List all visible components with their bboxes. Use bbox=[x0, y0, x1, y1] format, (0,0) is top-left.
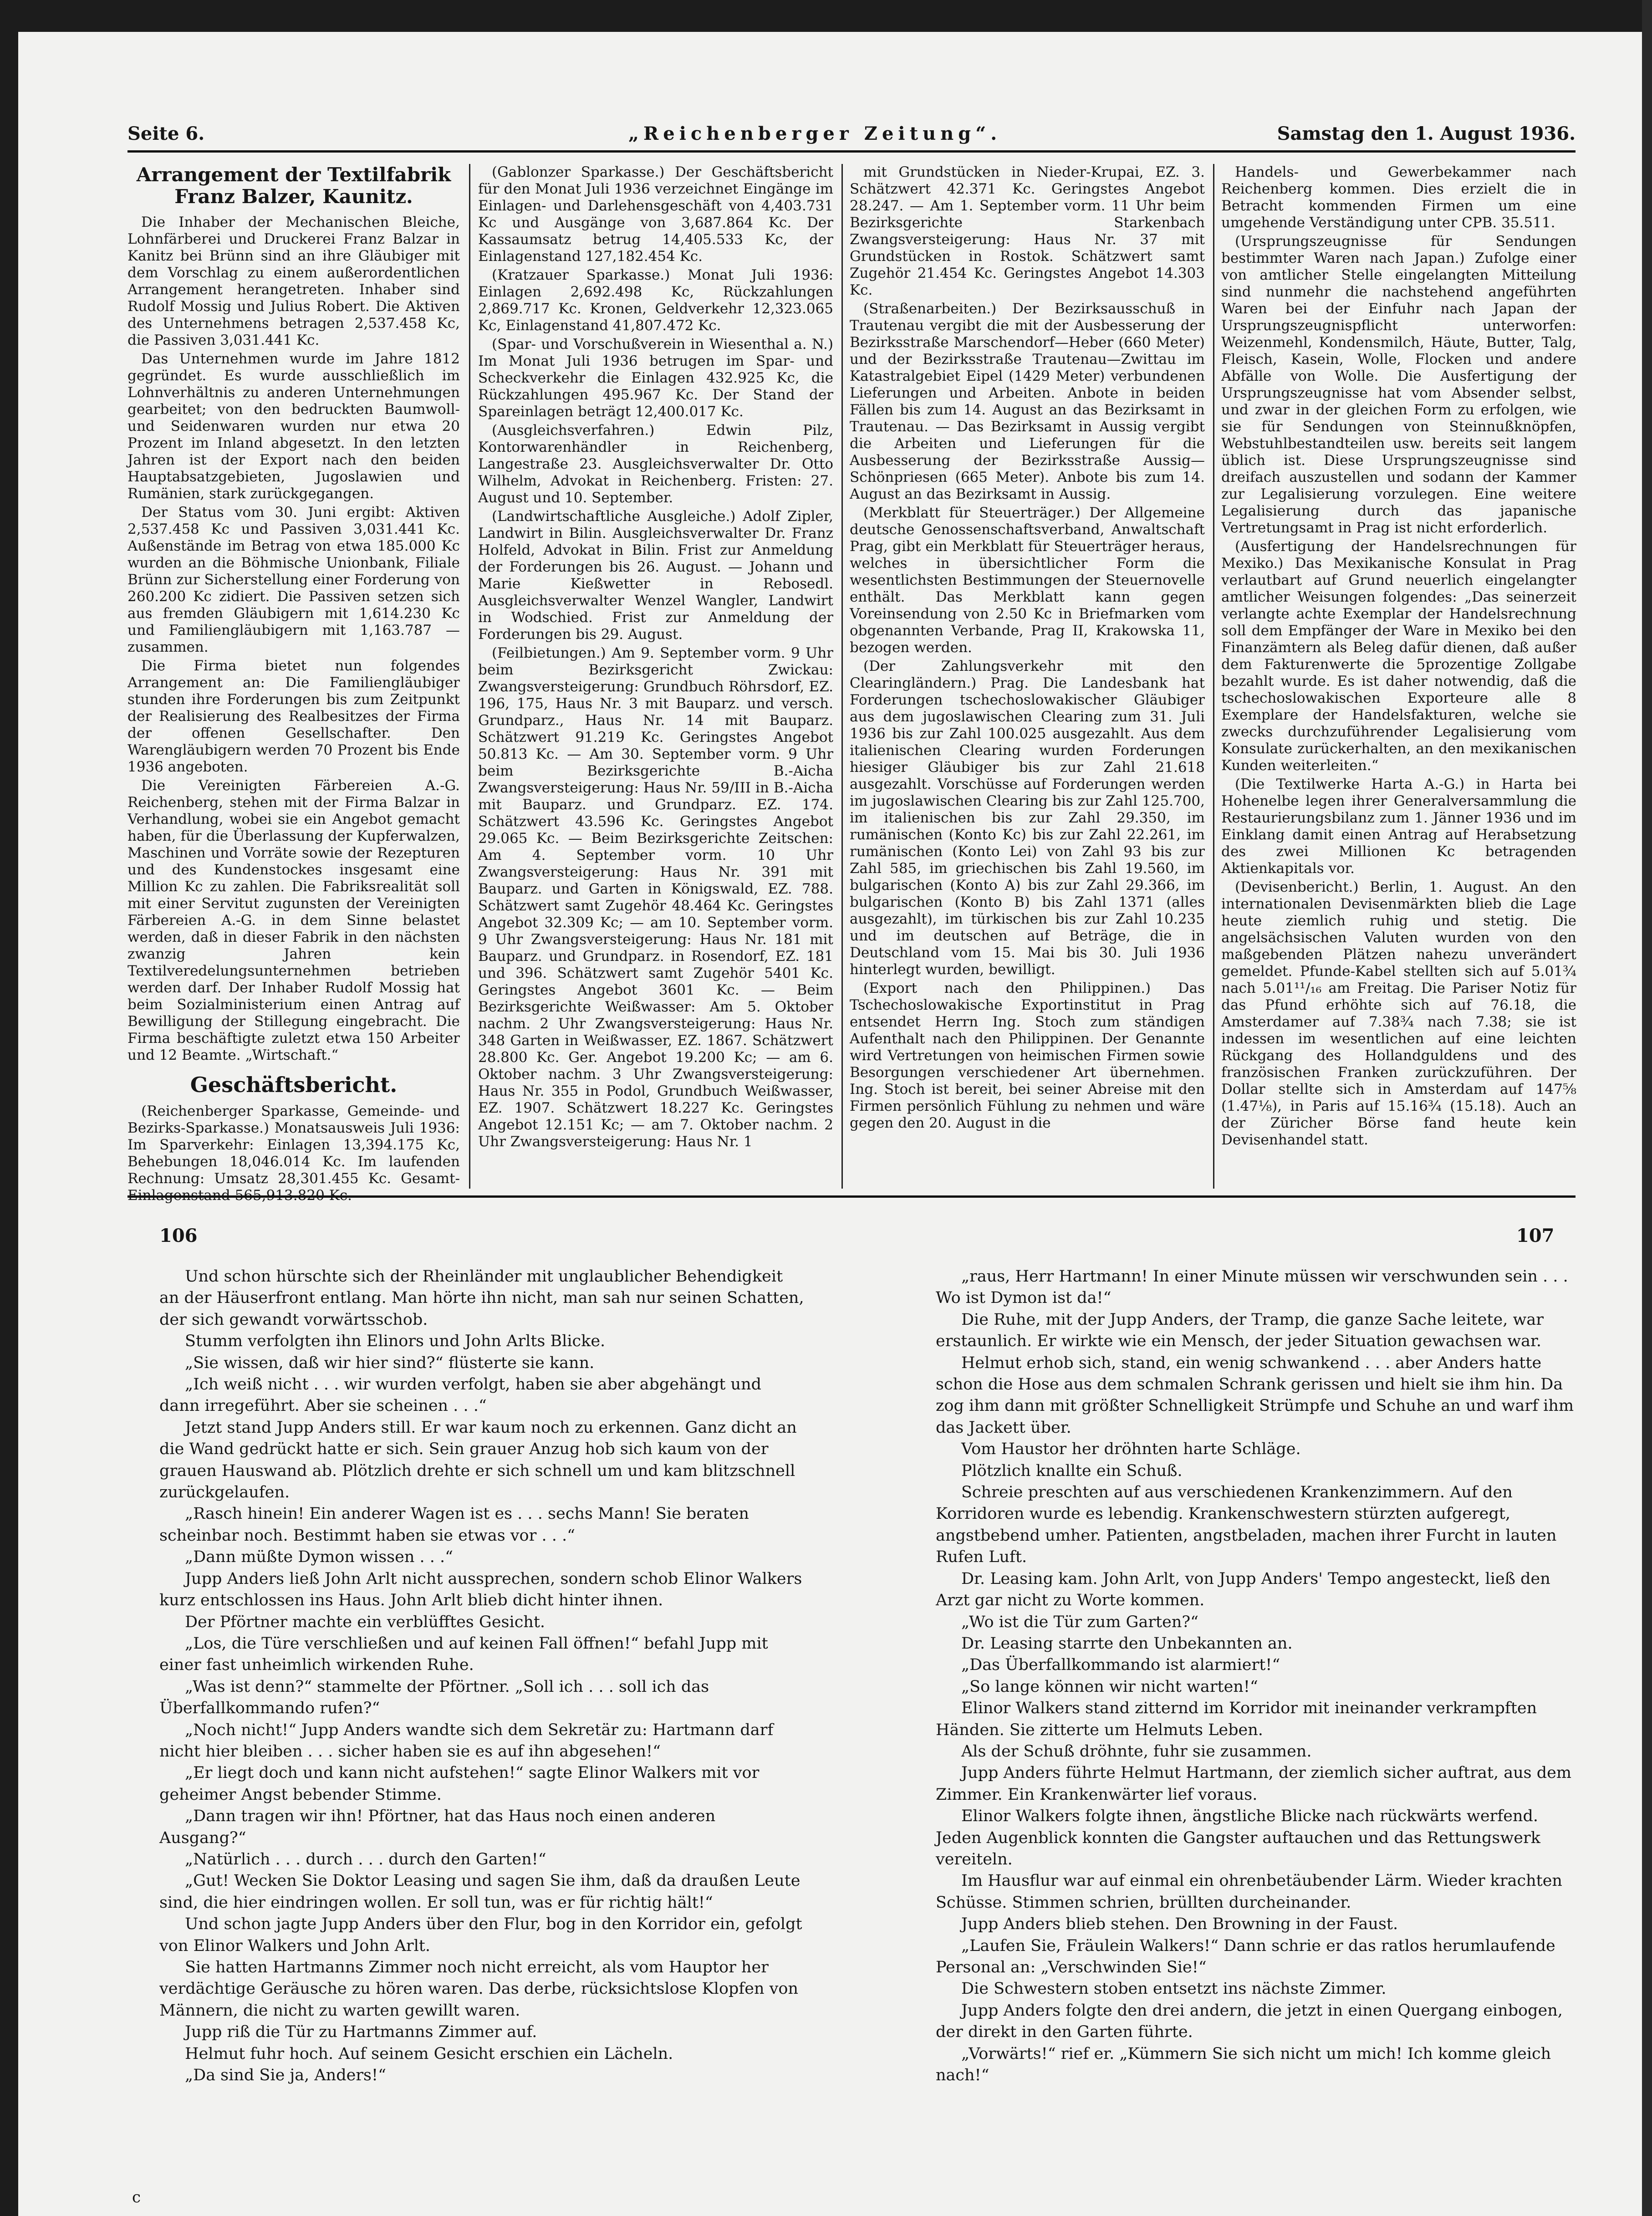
paragraph: Jupp Anders führte Helmut Hartmann, der ziemlich sicher auftrat, aus dem Zimmer. Ein Krankenwärter lief voraus. bbox=[936, 1764, 1572, 1804]
paragraph: „Sie wissen, daß wir hier sind?“ flüsterte sie kann. bbox=[185, 1353, 595, 1372]
paragraph: Dr. Leasing kam. John Arlt, von Jupp Anders' Tempo angesteckt, ließ den Arzt gar nicht zu Worte kommen. bbox=[936, 1569, 1550, 1610]
paragraph: (Gablonzer Sparkasse.) Der Geschäftsbericht für den Monat Juli 1936 verzeichnet Eingänge im Einlagen- und Darlehensgeschäft von 4,403.731 Kc und Ausgänge von 3,687.864 Kc. Der Kassaumsatz betrug 14,405.533 Kc, der Einlagenstand 127,182.454 Kc. bbox=[478, 164, 833, 265]
column-rule bbox=[1213, 164, 1214, 1189]
paragraph: „Dann tragen wir ihn! Pförtner, hat das Haus noch einen anderen Ausgang?“ bbox=[159, 1807, 716, 1847]
paragraph: Helmut fuhr hoch. Auf seinem Gesicht erschien ein Lächeln. bbox=[185, 2044, 673, 2063]
article-title: Arrangement der Textilfabrik Franz Balzer, Kaunitz. bbox=[136, 163, 451, 208]
story-column-left bbox=[159, 1266, 806, 2140]
scan-border-left bbox=[0, 0, 18, 2216]
paragraph: Und schon jagte Jupp Anders über den Flur, bog in den Korridor ein, gefolgt von Elinor Walkers und John Arlt. bbox=[159, 1915, 802, 1955]
paragraph: Jetzt stand Jupp Anders still. Er war kaum noch zu erkennen. Ganz dicht an die Wand gedrückt hatte er sich. Sein grauer Anzug hob sich kaum von der grauen Hauswand ab. Plötzlich drehte er sich schnell um und kam blitzschnell zurückgelaufen. bbox=[159, 1418, 797, 1502]
paragraph: „raus, Herr Hartmann! In einer Minute müssen wir verschwunden sein . . . Wo ist Dymon ist da!“ bbox=[936, 1267, 1568, 1307]
paragraph: „Das Überfallkommando ist alarmiert!“ bbox=[961, 1656, 1280, 1675]
paragraph: Stumm verfolgten ihn Elinors und John Arlts Blicke. bbox=[185, 1332, 606, 1351]
paragraph: Elinor Walkers stand zitternd im Korridor mit ineinander verkrampften Händen. Sie zitterte um Helmuts Leben. bbox=[936, 1699, 1537, 1739]
paragraph: (Ursprungszeugnisse für Sendungen bestimmter Waren nach Japan.) Zufolge einer von amtlicher Stelle eingelangten Mitteilung sind nunmehr die nachstehend angeführten Waren bei der Einfuhr nach Japan der Ursprungszeugnispflicht unterworfen: Weizenmehl, Kondensmilch, Häute, Butter, Talg, Fleisch, Kasein, Wolle, Flocken und andere Abfälle von Wolle. Die Ausfertigung der Ursprungszeugnisse hat vom Absender selbst, und zwar in der gleichen Form zu erfolgen, wie sie für Sendungen von Steinnußknöpfen, Webstuhlbestandteilen usw. bereits seit langem üblich ist. Diese Ursprungszeugnisse sind dreifach auszustellen und sodann der Kammer zur Legalisierung vorzulegen. Eine weitere Legalisierung durch das japanische Vertretungsamt in Prag ist nicht erforderlich. bbox=[1221, 233, 1576, 536]
paragraph: (Die Textilwerke Harta A.-G.) in Harta bei Hohenelbe legen ihrer Generalversammlung die Restaurierungsbilanz zum 1. Jänner 1936 und im Einklang damit einen Antrag auf Herabsetzung des zwei Millionen Kc betragenden Aktienkapitals vor. bbox=[1221, 776, 1576, 877]
paragraph: „Los, die Türe verschließen und auf keinen Fall öffnen!“ befahl Jupp mit einer fast unheimlich wirkenden Ruhe. bbox=[159, 1634, 768, 1675]
column-1 bbox=[127, 164, 460, 1189]
paragraph: „Was ist denn?“ stammelte der Pförtner. „Soll ich . . . soll ich das Überfallkommando rufen?“ bbox=[159, 1677, 709, 1718]
issue-date: Samstag den 1. August 1936. bbox=[1277, 123, 1576, 144]
paragraph: „Laufen Sie, Fräulein Walkers!“ Dann schrie er das ratlos herumlaufende Personal an: „Verschwinden Sie!“ bbox=[936, 1936, 1555, 1976]
feuilleton-rule bbox=[127, 1195, 1576, 1198]
paragraph: mit Grundstücken in Nieder-Krupai, EZ. 3. Schätzwert 42.371 Kc. Geringstes Angebot 28.247. — Am 1. September vorm. 11 Uhr beim Bezirksgerichte Starkenbach Zwangsversteigerung: Haus Nr. 37 mit Grundstücken in Rostok. Schätzwert samt Zugehör 21.454 Kc. Geringstes Angebot 14.303 Kc. bbox=[850, 164, 1205, 298]
page-number: Seite 6. bbox=[127, 123, 205, 144]
page-header bbox=[127, 123, 1576, 146]
paragraph: „Ich weiß nicht . . . wir wurden verfolgt, haben sie aber abgehängt und dann irregeführt. Aber sie scheinen . . .“ bbox=[159, 1375, 762, 1415]
paragraph: Das Unternehmen wurde im Jahre 1812 gegründet. Es wurde ausschließlich im Lohnverhältnis zu anderen Unternehmungen gearbeitet; von den bedruckten Baumwoll- und Seidenwaren wurden nur etwa 20 Prozent im Inland abgesetzt. In den letzten Jahren ist der Export nach den beiden Hauptabsatzgebieten, Jugoslawien und Rumänien, stark zurückgegangen. bbox=[127, 351, 460, 502]
paragraph: (Ausgleichsverfahren.) Edwin Pilz, Kontorwarenhändler in Reichenberg, Langestraße 23. Ausgleichsverwalter Dr. Otto Wilhelm, Advokat in Reichenberg. Fristen: 27. August und 10. September. bbox=[478, 422, 833, 506]
paragraph: „Rasch hinein! Ein anderer Wagen ist es . . . sechs Mann! Sie beraten scheinbar noch. Bestimmt haben sie etwas vor . . .“ bbox=[159, 1505, 749, 1545]
paragraph: (Merkblatt für Steuerträger.) Der Allgemeine deutsche Genossenschaftsverband, Anwaltschaft Prag, gibt ein Merkblatt für Steuerträger heraus, welches in übersichtlicher Form die wesentlichsten Bestimmungen der Steuernovelle enthält. Das Merkblatt kann gegen Voreinsendung von 2.50 Kc in Briefmarken vom obgenannten Verbande, Prag II, Krakowska 11, bezogen werden. bbox=[850, 505, 1205, 656]
paragraph: Plötzlich knallte ein Schuß. bbox=[961, 1461, 1183, 1480]
paragraph: Jupp Anders ließ John Arlt nicht aussprechen, sondern schob Elinor Walkers kurz entschlossen ins Haus. John Arlt blieb dicht hinter ihnen. bbox=[159, 1569, 802, 1610]
paragraph: „Noch nicht!“ Jupp Anders wandte sich dem Sekretär zu: Hartmann darf nicht hier bleiben . . . sicher haben sie es auf ihn abgesehen!“ bbox=[159, 1721, 774, 1761]
story-page-number-right: 107 bbox=[1516, 1225, 1555, 1246]
paragraph: Die Inhaber der Mechanischen Bleiche, Lohnfärberei und Druckerei Franz Balzar in Kanitz bei Brünn sind an ihre Gläubiger mit dem Vorschlag zu einem außerordentlichen Arrangement herangetreten. Inhaber sind Rudolf Mossig und Julius Robert. Die Aktiven des Unternehmens betragen 2,537.458 Kc, die Passiven 3,031.441 Kc. bbox=[127, 214, 460, 348]
section-title: Geschäftsbericht. bbox=[190, 1072, 398, 1097]
paragraph: Jupp riß die Tür zu Hartmanns Zimmer auf. bbox=[185, 2023, 537, 2042]
paragraph: Die Ruhe, mit der Jupp Anders, der Tramp, die ganze Sache leitete, war erstaunlich. Er wirkte wie ein Mensch, der jeder Situation gewachsen war. bbox=[936, 1310, 1544, 1351]
paragraph: Jupp Anders folgte den drei andern, die jetzt in einen Quergang einbogen, der direkt in den Garten führte. bbox=[936, 2001, 1563, 2042]
paragraph: Schreie preschten auf aus verschiedenen Krankenzimmern. Auf den Korridoren wurde es lebendig. Krankenschwestern stürzten aufgeregt, angstbebend umher. Patienten, angstbeladen, machen ihrer Furcht in lauten Rufen Luft. bbox=[936, 1483, 1557, 1567]
paragraph: Als der Schuß dröhnte, fuhr sie zusammen. bbox=[961, 1742, 1312, 1761]
paragraph: Elinor Walkers folgte ihnen, ängstliche Blicke nach rückwärts werfend. Jeden Augenblick konnten die Gangster auftauchen und das Rettungswerk vereiteln. bbox=[936, 1807, 1540, 1869]
paragraph: Sie hatten Hartmanns Zimmer noch nicht erreicht, als vom Hauptor her verdächtige Geräusche zu hören waren. Das derbe, rücksichtslose Klopfen von Männern, die nicht zu warten gewillt waren. bbox=[159, 1958, 799, 2020]
paragraph: Helmut erhob sich, stand, ein wenig schwankend . . . aber Anders hatte schon die Hose aus dem schmalen Schrank gerissen und hielt sie ihm hin. Da zog ihm dann mit größter Schnelligkeit Strümpfe und Schuhe an und warf ihm das Jackett über. bbox=[936, 1353, 1574, 1437]
column-3 bbox=[850, 164, 1205, 1189]
paragraph: (Ausfertigung der Handelsrechnungen für Mexiko.) Das Mexikanische Konsulat in Prag verlautbart auf Grund neuerlich eingelangter amtlicher Weisungen folgendes: „Das seinerzeit verlangte achte Exemplar der Handelsrechnung soll dem Empfänger der Ware in Mexiko bei den Finanzämtern als Beleg dafür dienen, daß außer dem Fakturenwerte die 5prozentige Zollgabe bezahlt wurde. Es ist daher notwendig, daß die tschechoslowakischen Exporteure alle 8 Exemplare der Handelsfakturen, welche sie zwecks durchzuführender Legalisierung vom Konsulate zurückerhalten, an den mexikanischen Kunden weiterleiten.“ bbox=[1221, 538, 1576, 774]
paragraph: Und schon hürschte sich der Rheinländer mit unglaublicher Behendigkeit an der Häuserfront entlang. Man hörte ihn nicht, man sah nur seinen Schatten, der sich gewandt vorwärtsschob. bbox=[159, 1267, 804, 1329]
paragraph: (Spar- und Vorschußverein in Wiesenthal a. N.) Im Monat Juli 1936 betrugen im Spar- und Scheckverkehr die Einlagen 432.925 Kc, die Rückzahlungen 495.967 Kc. Der Stand der Spareinlagen beträgt 12,400.017 Kc. bbox=[478, 336, 833, 420]
paragraph: Die Vereinigten Färbereien A.-G. Reichenberg, stehen mit der Firma Balzar in Verhandlung, wobei sie ein Angebot gemacht haben, für die Überlassung der Kupferwalzen, Maschinen und Vorräte sowie der Rezepturen und des Kundenstockes insgesamt eine Million Kc zu zahlen. Die Fabriksrealität soll mit einer Servitut zugunsten der Vereinigten Färbereien A.-G. in dem Sinne belastet werden, daß in dieser Fabrik in den nächsten zwanzig Jahren kein Textilveredelungsunternehmen betrieben werden darf. Der Inhaber Rudolf Mossig hat beim Sozialministerium einen Antrag auf Bewilligung der Stillegung eingebracht. Die Firma beschäftigte zuletzt etwa 150 Arbeiter und 12 Beamte. „Wirtschaft.“ bbox=[127, 777, 460, 1063]
paragraph: Vom Haustor her dröhnten harte Schläge. bbox=[961, 1440, 1301, 1459]
paragraph: (Der Zahlungsverkehr mit den Clearingländern.) Prag. Die Landesbank hat Forderungen tschechoslowakischer Gläubiger aus dem jugoslawischen Clearing zum 31. Juli 1936 bis zur Zahl 100.025 ausgezahlt. Aus dem italienischen Clearing wurden Forderungen hiesiger Gläubiger bis zur Zahl 21.618 ausgezahlt. Vorschüsse auf Forderungen werden im jugoslawischen Clearing bis zur Zahl 125.700, im italienischen bis zur Zahl 29.350, im rumänischen (Konto Kc) bis zur Zahl 22.261, im rumänischen (Konto Lei) von Zahl 93 bis zur Zahl 585, im griechischen bis Zahl 19.560, im bulgarischen (Konto A) bis zur Zahl 29.366, im bulgarischen (Konto B) bis Zahl 1371 (alles ausgezahlt), im türkischen bis zur Zahl 10.235 und im deutschen auf Beträge, die in Deutschland vom 15. Mai bis 30. Juli 1936 hinterlegt wurden, bewilligt. bbox=[850, 658, 1205, 978]
paragraph: „Natürlich . . . durch . . . durch den Garten!“ bbox=[185, 1850, 546, 1869]
masthead-title: „Reichenberger Zeitung“. bbox=[628, 123, 1002, 144]
scan-border-top bbox=[0, 0, 1652, 32]
paragraph: Handels- und Gewerbekammer nach Reichenberg kommen. Dies erzielt die in Betracht kommenden Firmen um eine umgehende Verständigung unter CPB. 35.511. bbox=[1221, 164, 1576, 231]
column-rule bbox=[469, 164, 470, 1189]
paragraph: „Dann müßte Dymon wissen . . .“ bbox=[185, 1548, 454, 1567]
paragraph: Jupp Anders blieb stehen. Den Browning in der Faust. bbox=[961, 1915, 1398, 1934]
paragraph: „Er liegt doch und kann nicht aufstehen!“ sagte Elinor Walkers mit vor geheimer Angst bebender Stimme. bbox=[159, 1764, 760, 1804]
paragraph: Im Hausflur war auf einmal ein ohrenbetäubender Lärm. Wieder krachten Schüsse. Stimmen schrien, brüllten durcheinander. bbox=[936, 1872, 1562, 1912]
paragraph: (Landwirtschaftliche Ausgleiche.) Adolf Zipler, Landwirt in Bilin. Ausgleichsverwalter Dr. Franz Holfeld, Advokat in Bilin. Frist zur Anmeldung der Forderungen bis 26. August. — Johann und Marie Kießwetter in Rebosedl. Ausgleichsverwalter Wenzel Wangler, Landwirt in Wodschied. Frist zur Anmeldung der Forderungen bis 29. August. bbox=[478, 508, 833, 643]
header-rule bbox=[127, 150, 1576, 153]
paragraph: (Kratzauer Sparkasse.) Monat Juli 1936: Einlagen 2,692.498 Kc, Rückzahlungen 2,869.717 Kc. Kronen, Geldverkehr 12,323.065 Kc, Einlagenstand 41,807.472 Kc. bbox=[478, 267, 833, 334]
scan-border-right bbox=[1642, 0, 1652, 2216]
paragraph: (Straßenarbeiten.) Der Bezirksausschuß in Trautenau vergibt die mit der Ausbesserung der Bezirksstraße Marschendorf—Heber (660 Meter) und der Bezirksstraße Trautenau—Zwittau im Katastralgebiet Eipel (1429 Meter) verbundenen Lieferungen und Arbeiten. Anbote in beiden Fällen bis zum 14. August an das Bezirksamt in Trautenau. — Das Bezirksamt in Aussig vergibt die Arbeiten und Lieferungen für die Ausbesserung der Bezirksstraße Aussig—Schönpriesen (665 Meter). Anbote bis zum 14. August an das Bezirksamt in Aussig. bbox=[850, 301, 1205, 502]
paragraph: (Reichenberger Sparkasse, Gemeinde- und Bezirks-Sparkasse.) Monatsausweis Juli 1936: Im Sparverkehr: Einlagen 13,394.175 Kc, Behebungen 18,046.014 Kc. Im laufenden Rechnung: Umsatz 28,301.455 Kc. Gesamt- bbox=[127, 1103, 460, 1187]
paragraph: „Da sind Sie ja, Anders!“ bbox=[185, 2066, 386, 2085]
paragraph: (Devisenbericht.) Berlin, 1. August. An den internationalen Devisenmärkten blieb die Lage heute ziemlich ruhig und stetig. Die angelsächsischen Valuten wurden von den maßgebenden Plätzen nahezu unverändert gemeldet. Pfunde-Kabel stellten sich auf 5.01¾ nach 5.01¹¹/₁₆ am Freitag. Die Pariser Notiz für das Pfund erhöhte sich auf 76.18, die Amsterdamer auf 7.38¾ nach 7.38; sie ist indessen im wesentlichen auf eine leichten Rückgang des Hollandguldens und des französischen Franken zurückzuführen. Der Dollar stellte sich in Amsterdam auf 147⅝ (1.47⅛), in Paris auf 15.16¾ (15.18). Auch an der Züricher Börse fand heute kein Devisenhandel statt. bbox=[1221, 879, 1576, 1148]
paragraph: „Wo ist die Tür zum Garten?“ bbox=[961, 1613, 1199, 1631]
paragraph: Dr. Leasing starrte den Unbekannten an. bbox=[961, 1634, 1293, 1653]
paragraph: Der Status vom 30. Juni ergibt: Aktiven 2,537.458 Kc und Passiven 3,031.441 Kc. Außenstände im Betrag von etwa 185.000 Kc wurden an die Böhmische Unionbank, Filiale Brünn zur Sicherstellung einer Forderung von 260.200 Kc zidiert. Die Passiven setzen sich aus fremden Gläubigern mit 1,614.230 Kc und Familiengläubigern mit 1,163.787 — zusammen. bbox=[127, 504, 460, 655]
footer-mark: c bbox=[132, 2188, 141, 2206]
paragraph: Die Firma bietet nun folgendes Arrangement an: Die Familiengläubiger stunden ihre Forderungen bis zum Zeitpunkt der Realisierung des Realbesitzes der Firma der offenen Gesellschafter. Den Warengläubigern werden 70 Prozent bis Ende 1936 angeboten. bbox=[127, 658, 460, 775]
column-rule bbox=[841, 164, 843, 1189]
story-column-right bbox=[936, 1266, 1582, 2140]
paragraph: (Export nach den Philippinen.) Das Tschechoslowakische Exportinstitut in Prag entsendet Herrn Ing. Stoch zum ständigen Aufenthalt nach den Philippinen. Der Genannte wird Vertretungen von heimischen Firmen sowie Besorgungen verschiedener Art übernehmen. Ing. Stoch ist bereit, bei seiner Abreise mit den Firmen persönlich Fühlung zu nehmen und wäre gegen den 20. August in die bbox=[850, 980, 1205, 1131]
column-4 bbox=[1221, 164, 1576, 1189]
paragraph: Die Schwestern stoben entsetzt ins nächste Zimmer. bbox=[961, 1980, 1387, 1998]
story-page-number-left: 106 bbox=[159, 1225, 198, 1246]
column-2 bbox=[478, 164, 833, 1189]
paragraph: „So lange können wir nicht warten!“ bbox=[961, 1677, 1258, 1696]
paragraph: Der Pförtner machte ein verblüfftes Gesicht. bbox=[185, 1613, 546, 1631]
paragraph: „Vorwärts!“ rief er. „Kümmern Sie sich nicht um mich! Ich komme gleich nach!“ bbox=[936, 2044, 1551, 2085]
paragraph: (Feilbietungen.) Am 9. September vorm. 9 Uhr beim Bezirksgericht Zwickau: Zwangsversteigerung: Grundbuch Röhrsdorf, EZ. 196, 175, Haus Nr. 3 mit Bauparz. und versch. Grundparz., Haus Nr. 14 mit Bauparz. Schätzwert 91.219 Kc. Geringstes Angebot 50.813 Kc. — Am 30. September vorm. 9 Uhr beim Bezirksgerichte B.-Aicha Zwangsversteigerung: Haus Nr. 59/III in B.-Aicha mit Bauparz. und Grundparz. EZ. 174. Schätzwert 43.596 Kc. Geringstes Angebot 29.065 Kc. — Beim Bezirksgerichte Zeitschen: Am 4. September vorm. 10 Uhr Zwangsversteigerung: Haus Nr. 391 mit Bauparz. und Garten in Königswald, EZ. 788. Schätzwert samt Zugehör 48.464 Kc. Geringstes Angebot 32.309 Kc; — am 10. September vorm. 9 Uhr Zwangsversteigerung: Haus Nr. 181 mit Bauparz. und Grundparz. in Rosendorf, EZ. 181 und 396. Schätzwert samt Zugehör 5401 Kc. Geringstes Angebot 3601 Kc. — Beim Bezirksgerichte Weißwasser: Am 5. Oktober nachm. 2 Uhr Zwangsversteigerung: Haus Nr. 348 Garten in Weißwasser, EZ. 1867. Schätzwert 28.800 Kc. Ger. Angebot 19.200 Kc; — am 6. Oktober nachm. 3 Uhr Zwangsversteigerung: Haus Nr. 355 in Podol, Grundbuch Weißwasser, EZ. 1907. Schätzwert 18.227 Kc. Geringstes Angebot 12.151 Kc; — am 7. Oktober nachm. 2 Uhr Zwangsversteigerung: Haus Nr. 1 bbox=[478, 645, 833, 1150]
paragraph: „Gut! Wecken Sie Doktor Leasing und sagen Sie ihm, daß da draußen Leute sind, die hier eindringen wollen. Er soll tun, was er für richtig hält!“ bbox=[159, 1872, 801, 1912]
